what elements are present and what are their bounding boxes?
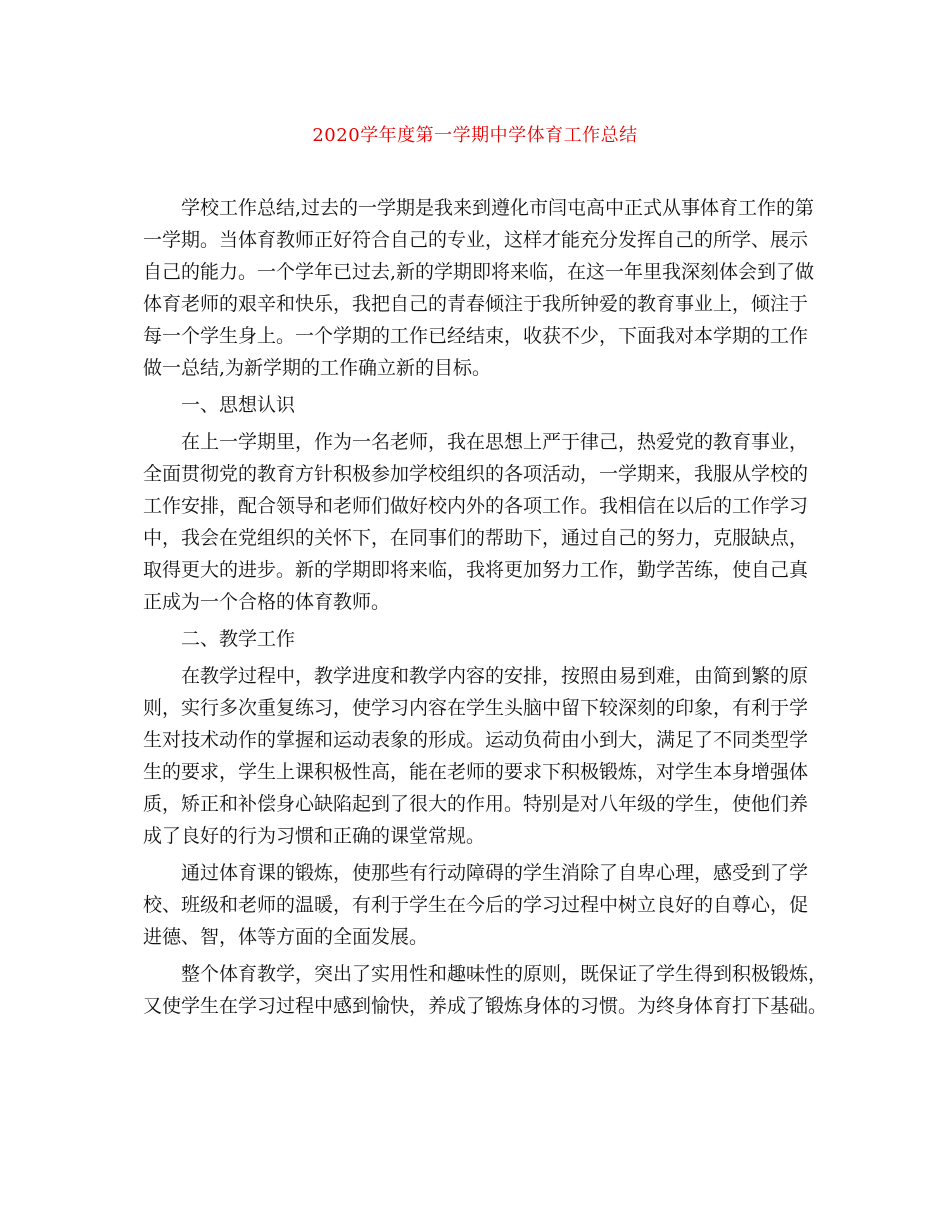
paragraph-line: 学校工作总结,过去的一学期是我来到遵化市闫屯高中正式从事体育工作的第 xyxy=(181,197,815,219)
paragraph-line: 正成为一个合格的体育教师。 xyxy=(143,591,391,613)
paragraph-line: 自己的能力。一个学年已过去,新的学期即将来临，在这一年里我深刻体会到了做 xyxy=(143,261,815,283)
paragraph-line: 又使学生在学习过程中感到愉快，养成了锻炼身体的习惯。为终身体育打下基础。 xyxy=(143,995,828,1017)
paragraph-line: 生对技术动作的掌握和运动表象的形成。运动负荷由小到大，满足了不同类型学 xyxy=(143,729,809,751)
paragraph-line: 则，实行多次重复练习，使学习内容在学生头脑中留下较深刻的印象，有利于学 xyxy=(143,697,809,719)
paragraph-line: 体育老师的艰辛和快乐，我把自己的青春倾注于我所钟爱的教育事业上，倾注于 xyxy=(143,293,809,315)
document-body xyxy=(143,192,828,1022)
section-heading: 一、思想认识 xyxy=(181,394,296,416)
paragraph-line: 工作安排，配合领导和老师们做好校内外的各项工作。我相信在以后的工作学习 xyxy=(143,495,809,517)
section-heading: 二、教学工作 xyxy=(181,628,296,650)
paragraph-line: 整个体育教学，突出了实用性和趣味性的原则，既保证了学生得到积极锻炼， xyxy=(181,963,828,985)
paragraph-line: 质，矫正和补偿身心缺陷起到了很大的作用。特别是对八年级的学生，使他们养 xyxy=(143,793,809,815)
paragraph-line: 通过体育课的锻炼，使那些有行动障碍的学生消除了自卑心理，感受到了学 xyxy=(181,862,809,884)
paragraph-line: 进德、智，体等方面的全面发展。 xyxy=(143,926,429,948)
paragraph-line: 在上一学期里，作为一名老师，我在思想上严于律己，热爱党的教育事业， xyxy=(181,431,809,453)
paragraph-line: 做一总结,为新学期的工作确立新的目标。 xyxy=(143,357,492,379)
paragraph-line: 生的要求，学生上课积极性高，能在老师的要求下积极锻炼，对学生本身增强体 xyxy=(143,761,809,783)
document-title: 2020学年度第一学期中学体育工作总结 xyxy=(312,125,638,146)
paragraph-line: 全面贯彻党的教育方针积极参加学校组织的各项活动，一学期来，我服从学校的 xyxy=(143,463,809,485)
paragraph-line: 取得更大的进步。新的学期即将来临，我将更加努力工作，勤学苦练，使自己真 xyxy=(143,559,809,581)
paragraph-line: 校、班级和老师的温暖，有利于学生在今后的学习过程中树立良好的自尊心，促 xyxy=(143,894,809,916)
paragraph-line: 一学期。当体育教师正好符合自己的专业，这样才能充分发挥自己的所学、展示 xyxy=(143,229,809,251)
paragraph-line: 成了良好的行为习惯和正确的课堂常规。 xyxy=(143,825,486,847)
paragraph-line: 在教学过程中，教学进度和教学内容的安排，按照由易到难，由简到繁的原 xyxy=(181,665,809,687)
paragraph-line: 每一个学生身上。一个学期的工作已经结束，收获不少，下面我对本学期的工作 xyxy=(143,325,809,347)
paragraph-line: 中，我会在党组织的关怀下，在同事们的帮助下，通过自己的努力，克服缺点， xyxy=(143,527,809,549)
